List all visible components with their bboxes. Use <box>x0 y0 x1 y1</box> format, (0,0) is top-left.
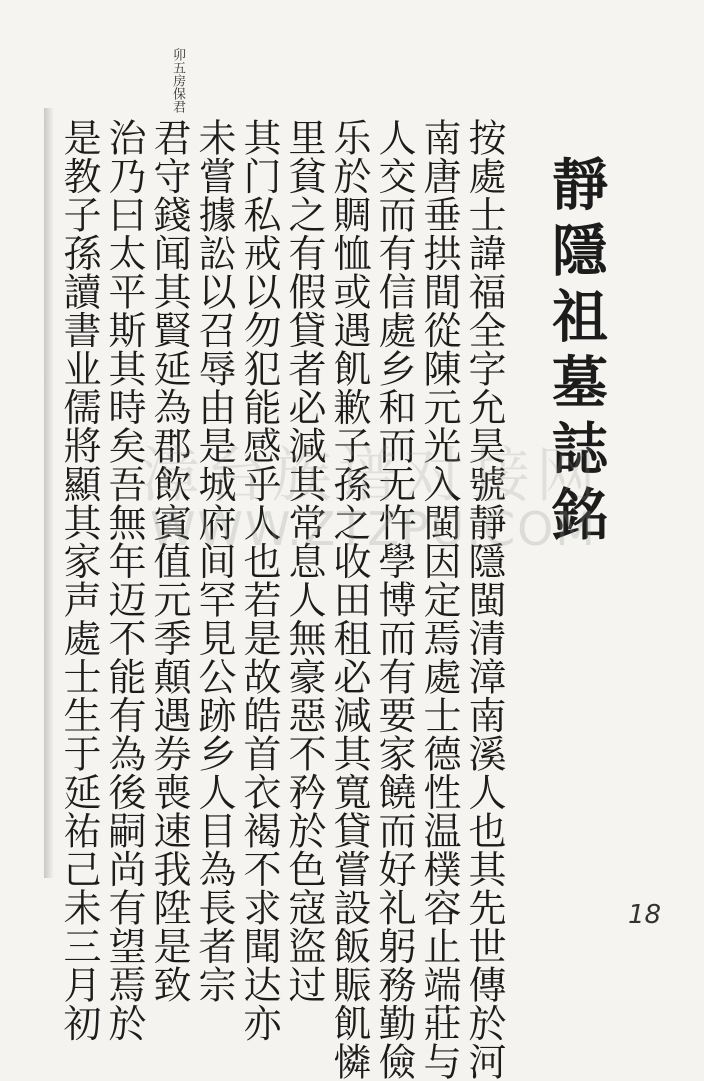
page-number: 18 <box>628 900 662 930</box>
text-column-9: 治乃曰太平斯其時矣吾無年迈不能有為後嗣尚有望焉於 <box>102 118 146 1042</box>
text-column-7: 未嘗據訟以召辱由是城府间罕見公跡乡人目為長者宗 <box>192 118 236 1004</box>
text-column-8: 君守錢闻其賢延為郡飲賓值元季顛遇券喪速我陞是致 <box>147 118 191 1004</box>
margin-note: 卯五房保君 <box>170 48 185 113</box>
page-title: 靜隱祖墓誌銘 <box>543 155 609 551</box>
text-column-5: 里貧之有假貸者必減其常息人無豪惡不矜於色寇盜过 <box>282 118 326 1004</box>
binding-edge-shadow <box>44 108 54 878</box>
text-column-3: 人交而有信處乡和而无忤學博而有要家饒而好礼躬務勤儉 <box>372 118 416 1081</box>
text-column-10: 是教子孫讀書业儒將顯其家声處士生于延祐己未三月初 <box>57 118 101 1042</box>
watermark-url: WWW.ZTZPU.COM <box>150 502 597 556</box>
text-column-6: 其门私戒以勿犯能感乎人也若是故皓首衣褐不求聞达亦 <box>237 118 281 1042</box>
text-column-2: 南唐垂拱間從陳元光入閩因定焉處士德性温樸容止端莊与 <box>417 118 461 1081</box>
text-column-4: 乐於賙恤或遇飢歉子孫之收田租必減其寬貸嘗設飯賑飢憐 <box>327 118 371 1081</box>
watermark-chinese: 漳台族谱对接网 <box>140 441 602 511</box>
text-column-1: 按處士諱福全字允昊號靜隱閩清漳南溪人也其先世傳於河 <box>462 118 506 1081</box>
